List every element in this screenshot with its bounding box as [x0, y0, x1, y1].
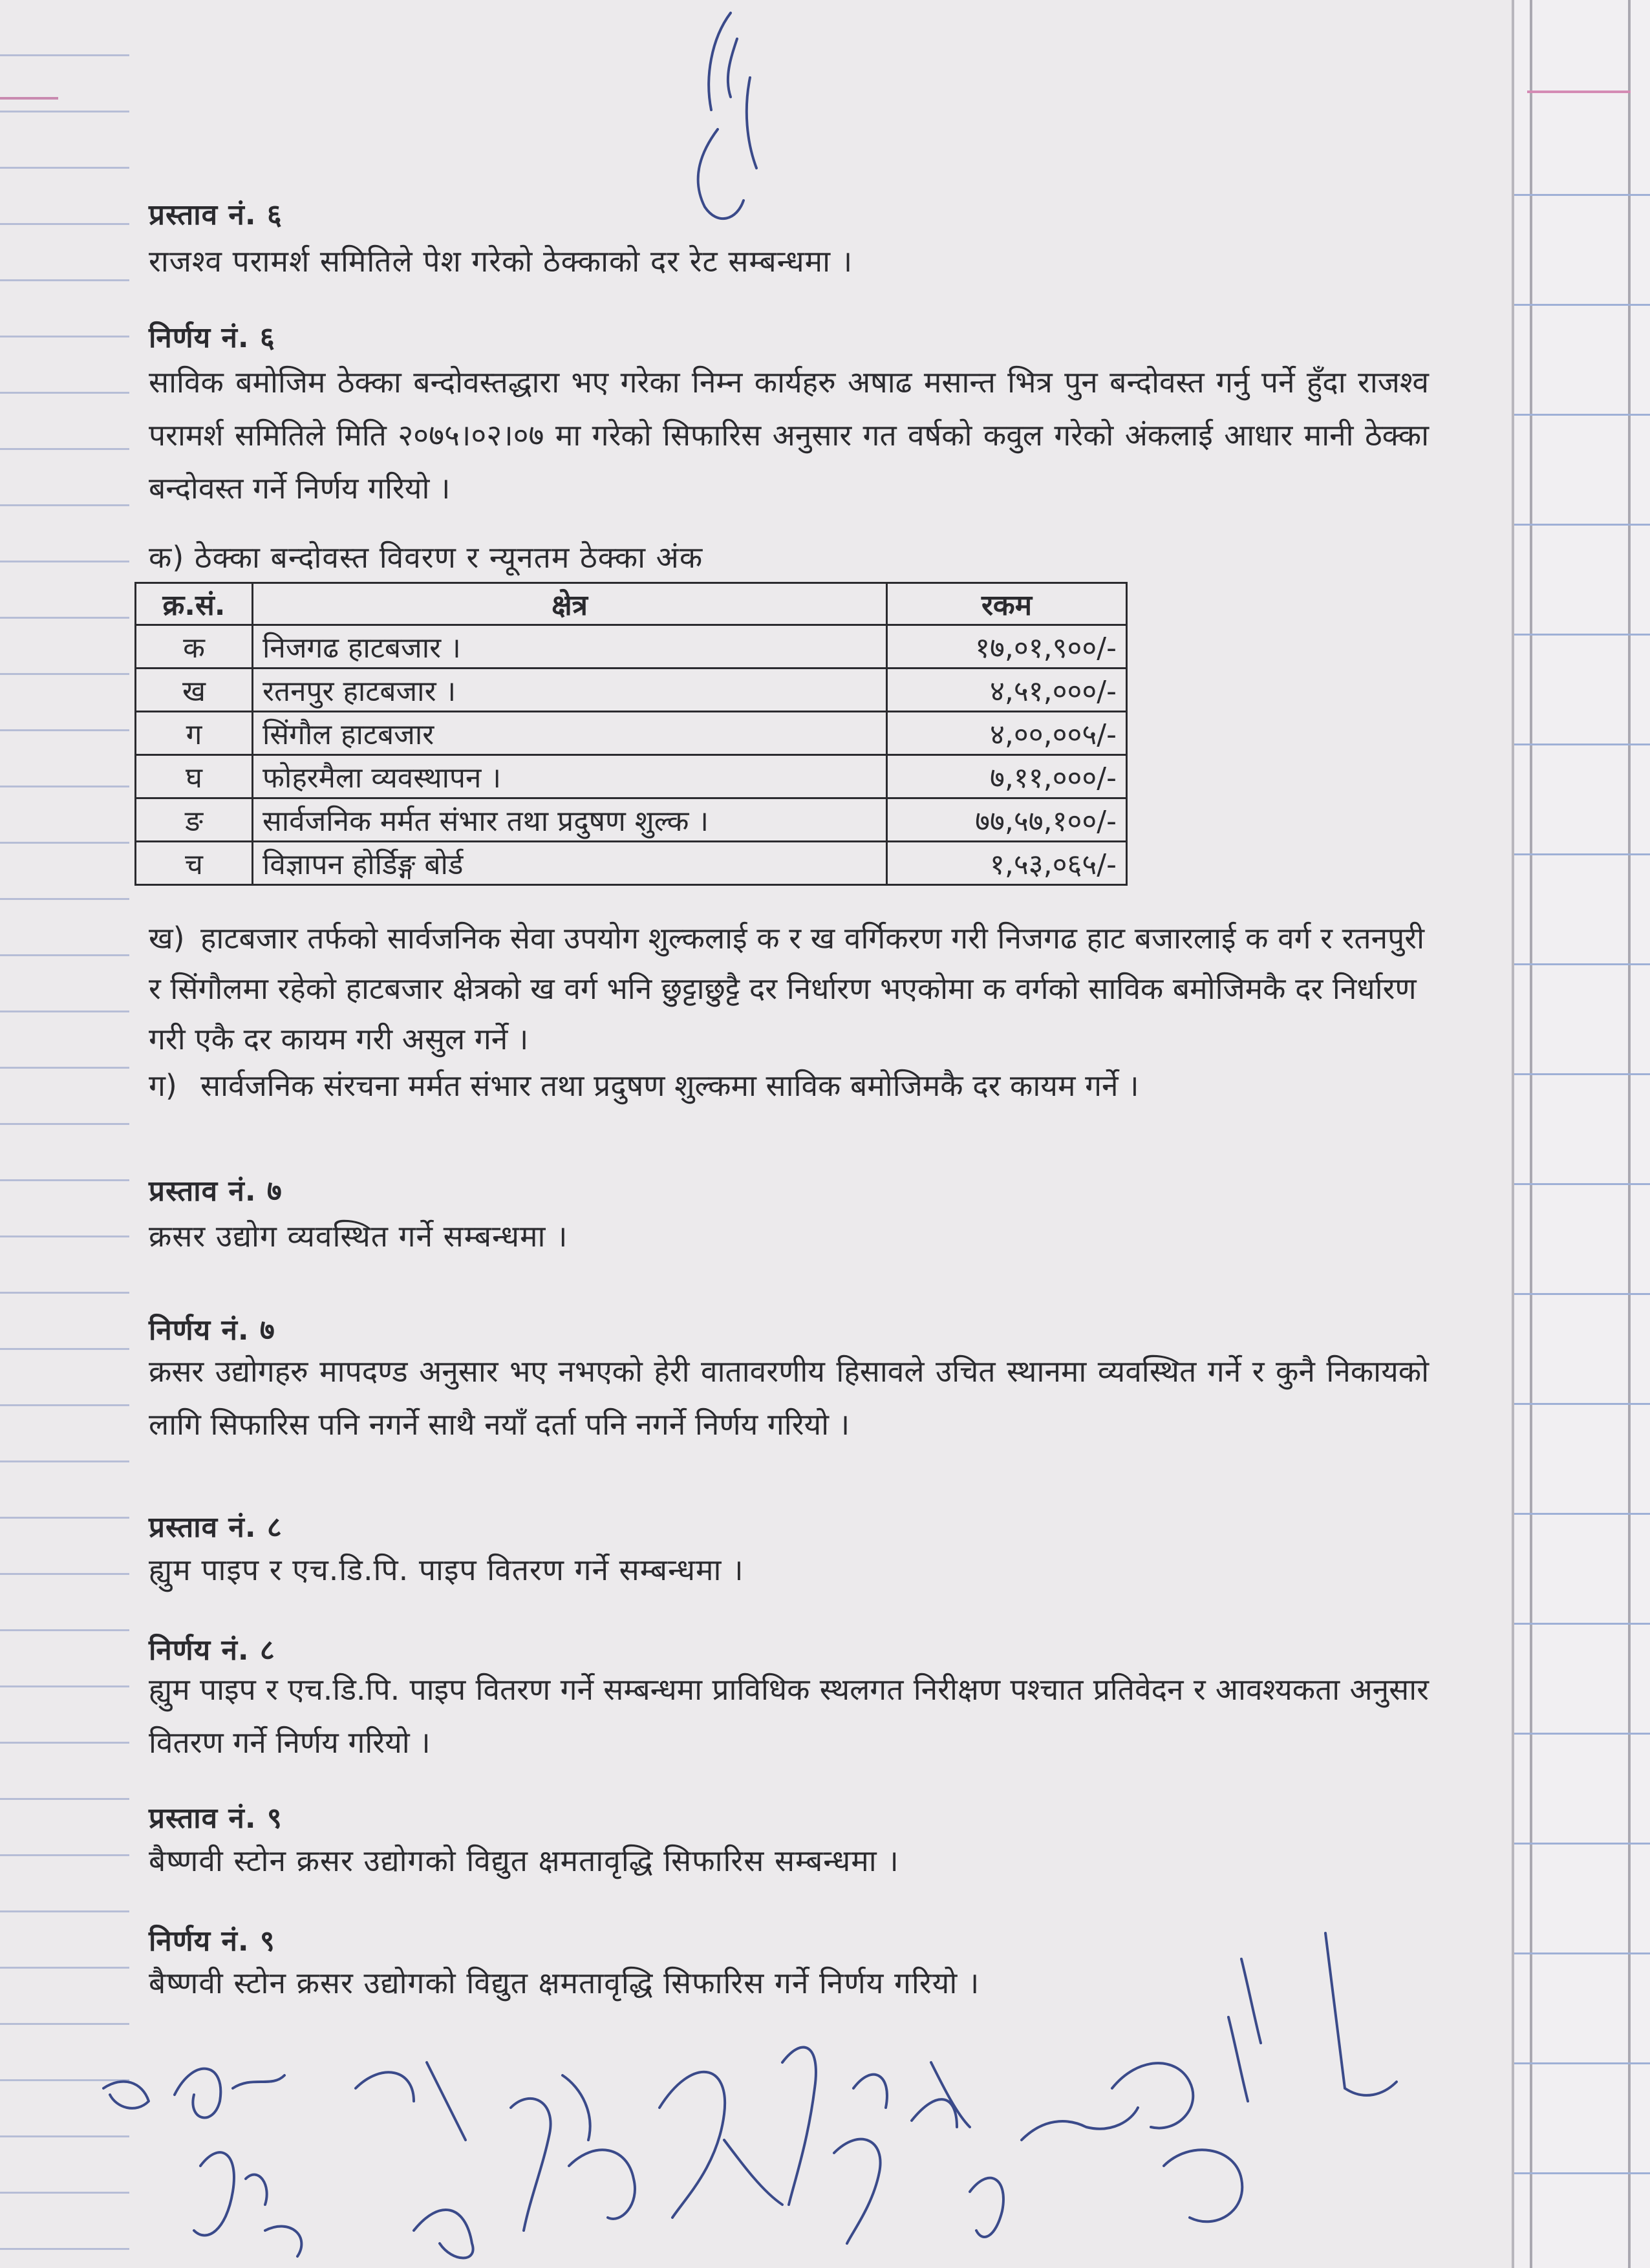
table-row: [136, 798, 1127, 842]
proposal-8-text: ह्युम पाइप र एच.डि.पि. पाइप वितरण गर्ने सम्बन्धमा ।: [149, 1552, 744, 1587]
decision-6-text: साविक बमोजिम ठेक्का बन्दोवस्तद्धारा भए गरेका निम्न कार्यहरु अषाढ मसान्त भित्र पुन बन्दोवस्त गर्नु पर्ने हुँदा राजश्व परामर्श समितिले मिति २०७५।०२।०७ मा गरेको सिफारिस अनुसार गत वर्षको कवुल गरेको अंकलाई आधार मानी ठेक्का बन्दोवस्त गर्ने निर्णय गरियो ।: [149, 365, 1429, 506]
header-amount: रकम: [887, 583, 1127, 625]
proposal-6-text: राजश्व परामर्श समितिले पेश गरेको ठेक्काको दर रेट सम्बन्धमा ।: [149, 244, 853, 279]
table-header-row: [136, 583, 1127, 625]
handwritten-date-mark: [634, 0, 802, 246]
proposal-6-heading: प्रस्ताव नं. ६: [149, 198, 283, 231]
item-kha-label: ख): [149, 921, 185, 956]
header-serial: क्र.सं.: [136, 583, 253, 625]
row-area: फोहरमैला व्यवस्थापन ।: [253, 755, 887, 798]
row-amount: ४,००,००५/-: [887, 712, 1127, 755]
contract-table: [134, 582, 1128, 886]
table-row: [136, 712, 1127, 755]
item-kha: [149, 913, 1429, 1064]
row-area: रतनपुर हाटबजार ।: [253, 669, 887, 712]
row-serial: ख: [136, 669, 253, 712]
row-serial: ङ: [136, 798, 253, 842]
decision-6-heading: निर्णय नं. ६: [149, 321, 275, 354]
row-area: सिंगौल हाटबजार: [253, 712, 887, 755]
row-amount: १७,०१,९००/-: [887, 625, 1127, 669]
proposal-9-text: बैष्णवी स्टोन क्रसर उद्योगको विद्युत क्षमतावृद्धि सिफारिस सम्बन्धमा ।: [149, 1843, 899, 1878]
row-serial: ग: [136, 712, 253, 755]
proposal-7-text: क्रसर उद्योग व्यवस्थित गर्ने सम्बन्धमा ।: [149, 1219, 568, 1254]
table-row: [136, 842, 1127, 885]
row-serial: घ: [136, 755, 253, 798]
row-serial: च: [136, 842, 253, 885]
row-amount: ७,११,०००/-: [887, 755, 1127, 798]
row-area: निजगढ हाटबजार ।: [253, 625, 887, 669]
row-amount: ४,५१,०००/-: [887, 669, 1127, 712]
row-amount: ७७,५७,१००/-: [887, 798, 1127, 842]
proposal-7-heading: प्रस्ताव नं. ७: [149, 1175, 283, 1208]
decision-7-text: क्रसर उद्योगहरु मापदण्ड अनुसार भए नभएको हेरी वातावरणीय हिसावले उचित स्थानमा व्यवस्थित गर्ने र कुनै निकायको लागि सिफारिस पनि नगर्ने साथै नयाँ दर्ता पनि नगर्ने निर्णय गरियो ।: [149, 1354, 1429, 1442]
margin-line: [0, 97, 58, 100]
header-area: क्षेत्र: [253, 583, 887, 625]
decision-8-text: ह्युम पाइप र एच.डि.पि. पाइप वितरण गर्ने सम्बन्धमा प्राविधिक स्थलगत निरीक्षण पश्चात प्रतिवेदन र आवश्यकता अनुसार वितरण गर्ने निर्णय गरियो ।: [149, 1672, 1429, 1760]
item-kha-text: हाटबजार तर्फको सार्वजनिक सेवा उपयोग शुल्कलाई क र ख वर्गिकरण गरी निजगढ हाट बजारलाई क वर्ग र रतनपुरी र सिंगौलमा रहेको हाटबजार क्षेत्रको ख वर्ग भनि छुट्टाछुट्टै दर निर्धारण भएकोमा क वर्गको साविक बमोजिमकै दर निर्धारण गरी एकै दर कायम गरी असुल गर्ने ।: [149, 921, 1425, 1056]
row-serial: क: [136, 625, 253, 669]
decision-8-heading: निर्णय नं. ८: [149, 1634, 275, 1667]
table-row: [136, 625, 1127, 669]
table-row: [136, 755, 1127, 798]
item-ga: [149, 1060, 1429, 1111]
proposal-9-heading: प्रस्ताव नं. ९: [149, 1802, 283, 1835]
signatures: [78, 1894, 1500, 2268]
decision-7-heading: निर्णय नं. ७: [149, 1314, 275, 1347]
decision-9-heading: निर्णय नं. ९: [149, 1925, 275, 1958]
notebook-edge: [1512, 0, 1650, 2268]
item-ga-label: ग): [149, 1068, 177, 1103]
document-page: [78, 0, 1500, 2268]
row-amount: १,५३,०६५/-: [887, 842, 1127, 885]
table-caption: क) ठेक्का बन्दोवस्त विवरण र न्यूनतम ठेक्का अंक: [149, 540, 703, 575]
decision-9-text: बैष्णवी स्टोन क्रसर उद्योगको विद्युत क्षमतावृद्धि सिफारिस गर्ने निर्णय गरियो ।: [149, 1965, 980, 2000]
row-area: विज्ञापन होर्डिङ्ग बोर्ड: [253, 842, 887, 885]
row-area: सार्वजनिक मर्मत संभार तथा प्रदुषण शुल्क ।: [253, 798, 887, 842]
proposal-8-heading: प्रस्ताव नं. ८: [149, 1511, 283, 1544]
item-ga-text: सार्वजनिक संरचना मर्मत संभार तथा प्रदुषण शुल्कमा साविक बमोजिमकै दर कायम गर्ने ।: [200, 1068, 1139, 1103]
table-row: [136, 669, 1127, 712]
